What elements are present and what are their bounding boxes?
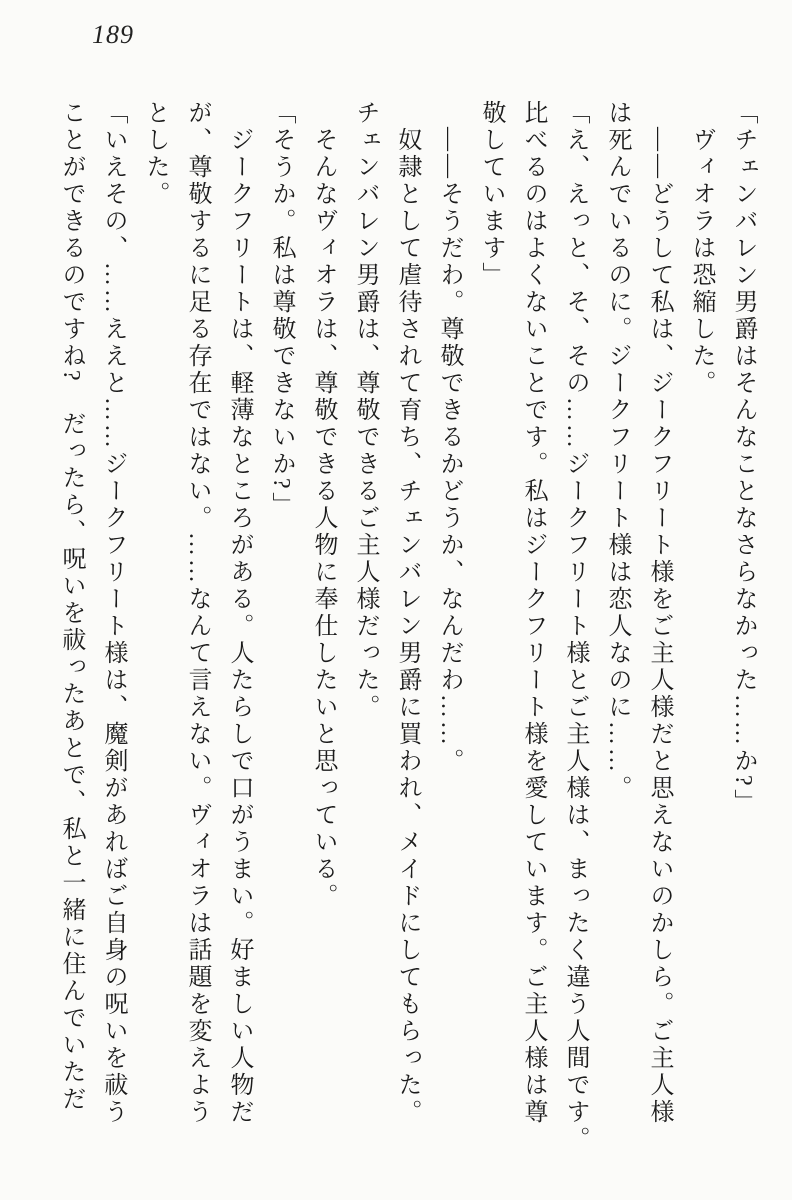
text-column: 敬しています」 [478,100,504,289]
text-column: ヴィオラは恐縮した。 [688,127,714,397]
text-column: ジークフリートは、軽薄なところがある。人たらしで口がうまい。好ましい人物だ [226,127,252,1126]
text-column: チェンバレン男爵は、尊敬できるご主人様だった。 [352,100,378,721]
text-column: ことができるのですね? だったら、呪いを祓ったあとで、私と一緒に住んでいただ [58,100,84,1113]
text-column: が、尊敬するに足る存在ではない。……なんて言えない。ヴィオラは話題を変えよう [184,100,210,1126]
text-column: は死んでいるのに。ジークフリート様は恋人なのに……。 [604,100,630,802]
text-column: 奴隷として虐待されて育ち、チェンバレン男爵に買われ、メイドにしてもらった。 [394,127,420,1126]
text-block [50,100,764,1153]
text-column: そんなヴィオラは、尊敬できる人物に奉仕したいと思っている。 [310,127,336,910]
text-column: 「チェンバレン男爵はそんなことなさらなかった……か?」 [730,100,756,816]
text-column: 比べるのはよくないことです。私はジークフリート様を愛しています。ご主人様は尊 [520,100,546,1126]
text-column: 「え、えっと、そ、その……ジークフリート様とご主人様は、まったく違う人間です。 [562,100,588,1153]
text-column: ――そうだわ。尊敬できるかどうか、なんだわ……。 [436,127,462,775]
page-number: 189 [92,20,134,49]
text-column: とした。 [142,100,168,208]
text-column: 「そうか。私は尊敬できないか?」 [268,100,294,519]
text-column: ――どうして私は、ジークフリート様をご主人様だと思えないのかしら。ご主人様 [646,127,672,1126]
text-column: 「いえその、……ええと……ジークフリート様は、魔剣があればご自身の呪いを祓う [100,100,126,1126]
